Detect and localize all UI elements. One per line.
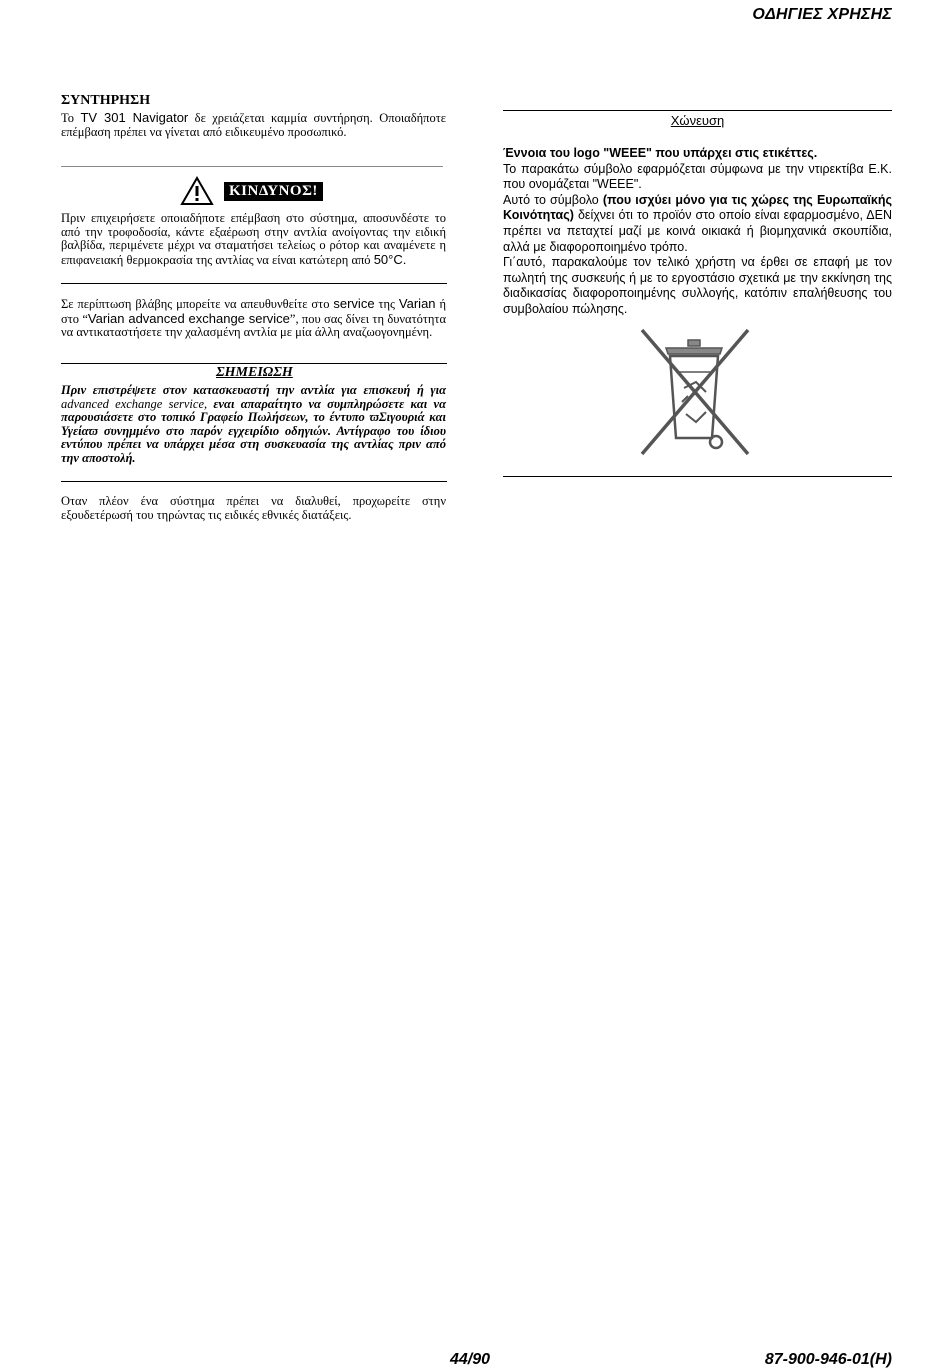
danger-banner <box>180 176 323 206</box>
note-title: ΣΗΜΕΙΩΣΗ <box>216 365 293 380</box>
page-number: 44/90 <box>450 1351 491 1368</box>
maintenance-title: ΣΥΝΤΗΡΗΣΗ <box>61 93 151 108</box>
divider <box>61 283 447 284</box>
crossed-out-wheelie-bin-icon <box>636 326 754 461</box>
maintenance-text: Το TV 301 Navigator δε χρειάζεται καμμία συντήρηση. Οποιαδήποτε επέμβαση πρέπει να γίνεται από ειδικευμένο προσωπικό. <box>61 110 446 139</box>
weee-paragraph: Το παρακάτω σύμβολο εφαρμόζεται σύμφωνα με την ντιρεκτίβα Ε.Κ. που ονομάζεται "WEEE". <box>503 161 892 192</box>
divider <box>61 481 447 482</box>
divider <box>503 110 892 111</box>
weee-text <box>503 146 892 318</box>
divider <box>61 363 447 364</box>
warning-triangle-icon <box>180 176 214 206</box>
weee-heading: Έννοια του logo "WEEE" που υπάρχει στις ετικέττες. <box>503 146 818 160</box>
divider <box>503 476 892 477</box>
failure-text: Σε περίπτωση βλάβης μπορείτε να απευθυνθείτε στο service της Varian ή στο “Varian advanced exchange service”, που σας δίνει τη δυνατότητα να αντικαταστήσετε την χαλασμένη αντλία με μία άλλη αναζωογονημένη. <box>61 296 447 340</box>
weee-paragraph: Γι΄αυτό, παρακαλούμε τον τελικό χρήστη να έρθει σε επαφή με τον πωλητή της συσκευής ή με το εργοστάσιο σχετικά με την εκκίνηση της διαδικασίας διαφοροποιημένης συλλογής, κατόπιν επαλήθευσης του συμβολαίου πώλησης. <box>503 255 892 316</box>
note-text: Πριν επιστρέψετε στον κατασκευαστή την αντλία για επισκευή ή για advanced exchange service, εναι απαραίτητο να συμπληρώσετε και να παρουσιάσετε στο τοπικό Γραφείο Πωλήσεων, το έντυπο ϖΣιγουριά και Υγείαϖ συνημμένο στο παρόν εγχειρίδιο οδηγιών. Αντίγραφο του ίδιου εντύπου πρέπει να υπάρχει μέσα στη συσκευασία της αντλίας πριν από την αποστολή. <box>61 383 446 465</box>
danger-label: ΚΙΝΔΥΝΟΣ! <box>224 182 323 201</box>
divider <box>61 166 443 167</box>
weee-paragraph: Αυτό το σύμβολο (που ισχύει μόνο για τις χώρες της Ευρωπαϊκής Κοινότητας) δείχνει ότι το προϊόν στο οποίο είναι εφαρμοσμένο, ΔΕΝ πρέπει να πεταχτεί μαζί με κοινά οικιακά ή βιομηχανικά σκουπίδια, αλλά με διαφοροποιημένο τρόπο. <box>503 192 892 254</box>
header-title: ΟΔΗΓΙΕΣ ΧΡΗΣΗΣ <box>752 6 892 23</box>
disposal-text: Οταν πλέον ένα σύστημα πρέπει να διαλυθεί, προχωρείτε στην εξουδετέρωσή του τηρώντας τις ειδικές εθνικές διατάξεις. <box>61 494 446 522</box>
danger-text: Πριν επιχειρήσετε οποιαδήποτε επέμβαση στο σύστημα, αποσυνδέστε το από την τροφοδοσία, κάντε εξαέρωση στην αντλία ανοίγοντας την ειδική βαλβίδα, περιμένετε μέχρι να σταματήσει τελείως ο ρότορ και αναμένετε η επιφανειακή θερμοκρασία της αντλίας να είναι κατώτερη από 50°C. <box>61 211 446 267</box>
document-code: 87-900-946-01(H) <box>764 1351 892 1368</box>
weee-title: Χώνευση <box>670 113 725 128</box>
